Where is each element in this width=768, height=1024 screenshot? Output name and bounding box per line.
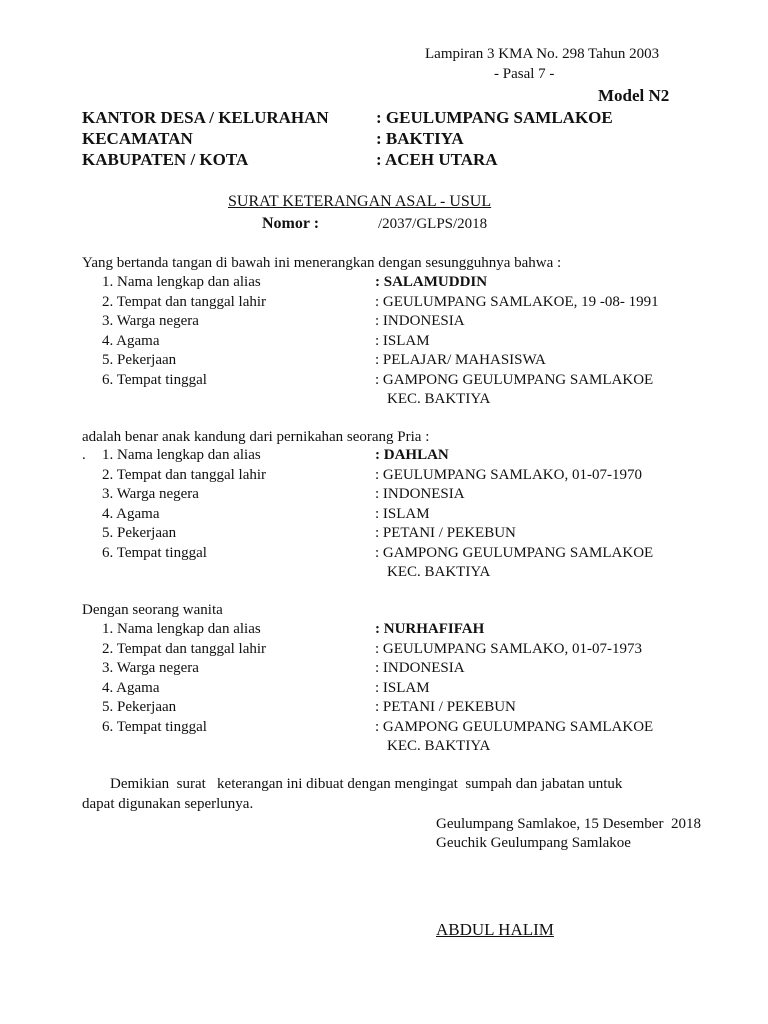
place-date: Geulumpang Samlakoe, 15 Desember 2018: [436, 816, 701, 832]
field-label: 4. Agama: [102, 679, 160, 696]
field-label: 6. Tempat tinggal: [102, 718, 207, 735]
field-value: : ISLAM: [375, 679, 430, 696]
pasal-text: - Pasal 7 -: [494, 66, 555, 82]
field-value: : ISLAM: [375, 505, 430, 522]
lampiran-text: Lampiran 3 KMA No. 298 Tahun 2003: [425, 46, 660, 62]
section1-list: [0, 274, 768, 414]
field-value-name: : SALAMUDDIN: [375, 274, 488, 290]
field-label: 2. Tempat dan tanggal lahir: [102, 640, 267, 657]
field-label: 6. Tempat tinggal: [102, 371, 207, 388]
document-title: SURAT KETERANGAN ASAL - USUL: [228, 193, 492, 210]
section2-list: [0, 447, 768, 587]
field-label: 2. Tempat dan tanggal lahir: [102, 466, 267, 483]
section1-intro: Yang bertanda tangan di bawah ini menerangkan dengan sesungguhnya bahwa :: [82, 255, 562, 271]
field-label: 1. Nama lengkap dan alias: [102, 274, 261, 290]
header-value-kabupaten: : ACEH UTARA: [376, 150, 498, 169]
field-value-name: : NURHAFIFAH: [375, 621, 485, 637]
section3-intro: Dengan seorang wanita: [82, 602, 223, 618]
nomor-value: /2037/GLPS/2018: [378, 216, 488, 232]
header-label-kantor: KANTOR DESA / KELURAHAN: [82, 108, 329, 127]
field-value-continuation: KEC. BAKTIYA: [387, 564, 491, 580]
field-label: 5. Pekerjaan: [102, 525, 177, 541]
section3-list: [0, 621, 768, 761]
header-value-kecamatan: : BAKTIYA: [376, 129, 464, 148]
field-label: 5. Pekerjaan: [102, 352, 177, 368]
signer-position: Geuchik Geulumpang Samlakoe: [436, 835, 631, 851]
field-value: : GAMPONG GEULUMPANG SAMLAKOE: [375, 544, 654, 561]
field-value: : ISLAM: [375, 332, 430, 349]
field-label: 4. Agama: [102, 505, 160, 522]
field-value: : GEULUMPANG SAMLAKO, 01-07-1970: [375, 466, 642, 483]
field-value: : GEULUMPANG SAMLAKOE, 19 -08- 1991: [375, 293, 659, 310]
field-value: : INDONESIA: [375, 660, 465, 676]
field-value-continuation: KEC. BAKTIYA: [387, 738, 491, 754]
field-label: 1. Nama lengkap dan alias: [102, 621, 261, 637]
field-value: : INDONESIA: [375, 486, 465, 502]
closing-line-1: Demikian surat keterangan ini dibuat dengan mengingat sumpah dan jabatan untuk: [110, 776, 623, 792]
field-label: 3. Warga negera: [102, 486, 199, 502]
field-label: 5. Pekerjaan: [102, 699, 177, 715]
field-label: 3. Warga negera: [102, 660, 199, 676]
field-label: 1. Nama lengkap dan alias: [102, 447, 261, 463]
field-value: : PELAJAR/ MAHASISWA: [375, 352, 546, 368]
header-value-kantor: : GEULUMPANG SAMLAKOE: [376, 108, 613, 127]
field-value: : PETANI / PEKEBUN: [375, 699, 516, 715]
header-label-kecamatan: KECAMATAN: [82, 129, 193, 148]
closing-line-2: dapat digunakan seperlunya.: [82, 796, 254, 812]
header-label-kabupaten: KABUPATEN / KOTA: [82, 150, 249, 169]
nomor-label: Nomor :: [262, 215, 320, 232]
field-value: : PETANI / PEKEBUN: [375, 525, 516, 541]
field-value: : GAMPONG GEULUMPANG SAMLAKOE: [375, 371, 654, 388]
lead-dot: .: [82, 447, 86, 463]
field-label: 6. Tempat tinggal: [102, 544, 207, 561]
field-value: : GEULUMPANG SAMLAKO, 01-07-1973: [375, 640, 642, 657]
field-label: 3. Warga negera: [102, 313, 199, 329]
section2-intro: adalah benar anak kandung dari pernikahan seorang Pria :: [82, 429, 430, 445]
field-value: : GAMPONG GEULUMPANG SAMLAKOE: [375, 718, 654, 735]
field-value: : INDONESIA: [375, 313, 465, 329]
model-label: Model N2: [598, 86, 670, 105]
field-value-name: : DAHLAN: [375, 447, 449, 463]
signatory-name: ABDUL HALIM: [436, 920, 554, 939]
field-label: 2. Tempat dan tanggal lahir: [102, 293, 267, 310]
field-label: 4. Agama: [102, 332, 160, 349]
field-value-continuation: KEC. BAKTIYA: [387, 391, 491, 407]
